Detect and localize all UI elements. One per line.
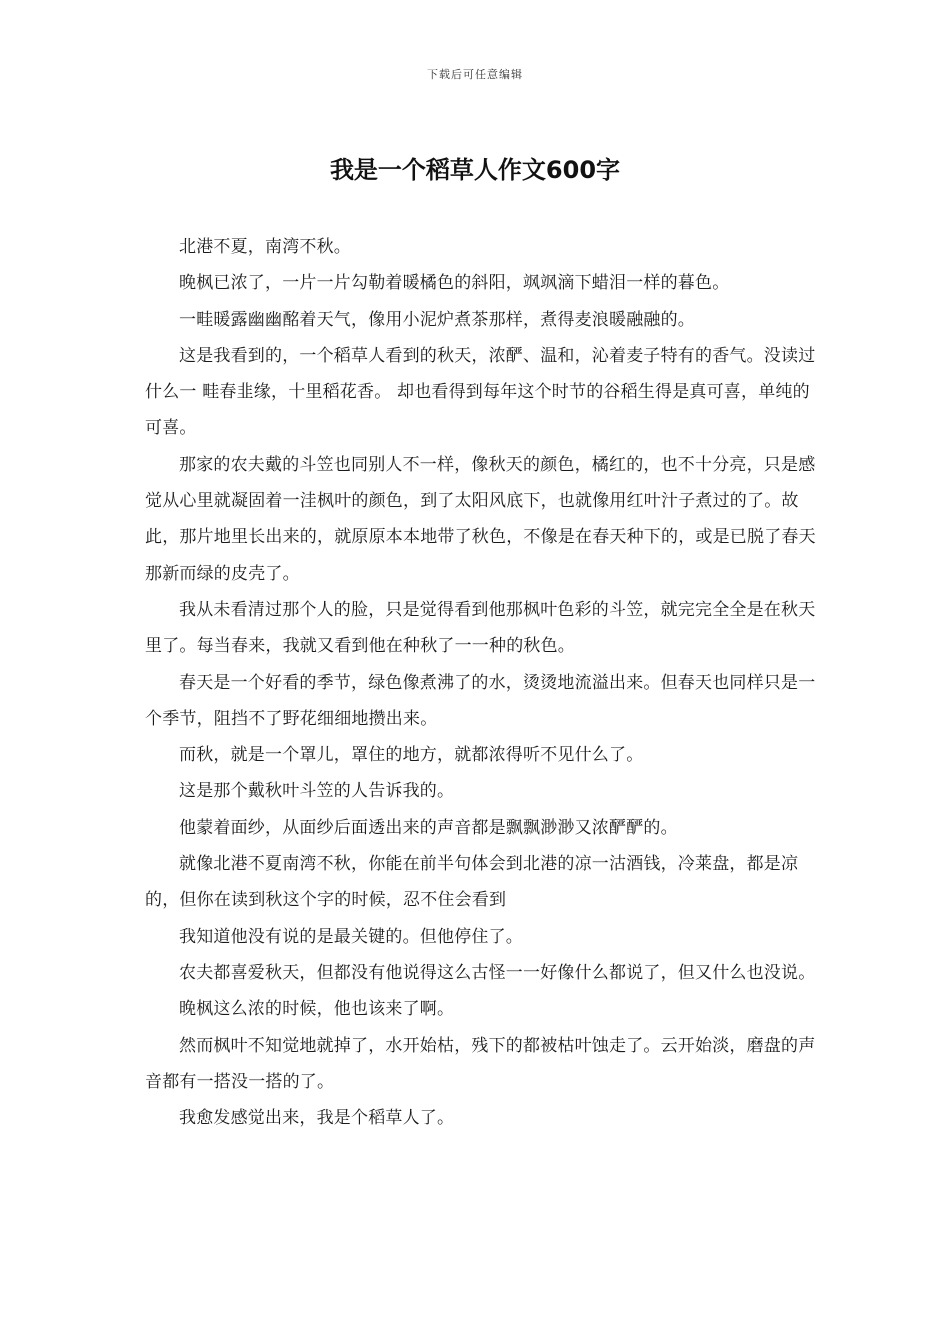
paragraph: 就像北港不夏南湾不秋，你能在前半句体会到北港的凉一沽酒钱，冷莱盘，都是凉的，但你在读到秋这个字的时候，忍不住会看到 [145,854,799,911]
paragraph: 这是我看到的，一个稻草人看到的秋天，浓酽、温和，沁着麦子特有的香气。没读过什么一 畦春韭缘，十里稻花香。 却也看得到每年这个时节的谷稻生得是真可喜，单纯的可喜。 [145,345,816,439]
paragraph: 农夫都喜爱秋天，但都没有他说得这么古怪一一好像什么都说了，但又什么也没说。 [179,962,816,983]
paragraph: 而秋，就是一个罩儿，罩住的地方，就都浓得听不见什么了。 [179,745,644,766]
paragraph: 那家的农夫戴的斗笠也同别人不一样，像秋天的颜色，橘红的，也不十分亮，只是感觉从心里就凝固着一洼枫叶的颜色，到了太阳风底下，也就像用红叶汁子煮过的了。故此，那片地里长出来的，就原原本本地带了秋色，不像是在春天种下的，或是已脱了春天那新而绿的皮壳了。 [145,454,816,584]
paragraph: 我知道他没有说的是最关键的。但他停住了。 [179,926,523,947]
page-title: 我是一个稻草人作文600字 [329,156,621,184]
paragraph: 然而枫叶不知觉地就掉了，水开始枯，残下的都被枯叶蚀走了。云开始淡，磨盘的声音都有一搭没一搭的了。 [145,1035,816,1092]
header-note: 下载后可任意编辑 [427,68,523,81]
essay-body [145,229,825,1136]
paragraph: 我愈发感觉出来，我是个稻草人了。 [179,1108,455,1129]
paragraph: 我从未看清过那个人的脸，只是觉得看到他那枫叶色彩的斗笠，就完完全全是在秋天里了。每当春来，我就又看到他在种秋了一一种的秋色。 [145,599,816,657]
paragraph: 晚枫这么浓的时候，他也该来了啊。 [179,999,455,1020]
paragraph: 春天是一个好看的季节，绿色像煮沸了的水，烫烫地流溢出来。但春天也同样只是一个季节，阻挡不了野花细细地攒出来。 [145,672,816,729]
paragraph: 晚枫已浓了，一片一片勾勒着暖橘色的斜阳，飒飒滴下蜡泪一样的暮色。 [179,273,730,294]
paragraph: 这是那个戴秋叶斗笠的人告诉我的。 [179,781,455,802]
paragraph: 他蒙着面纱，从面纱后面透出来的声音都是飘飘渺渺又浓酽酽的。 [179,817,678,838]
paragraph: 一畦暖露幽幽酩着天气，像用小泥炉煮茶那样，煮得麦浪暖融融的。 [179,309,695,330]
paragraph: 北港不夏，南湾不秋。 [179,237,351,257]
